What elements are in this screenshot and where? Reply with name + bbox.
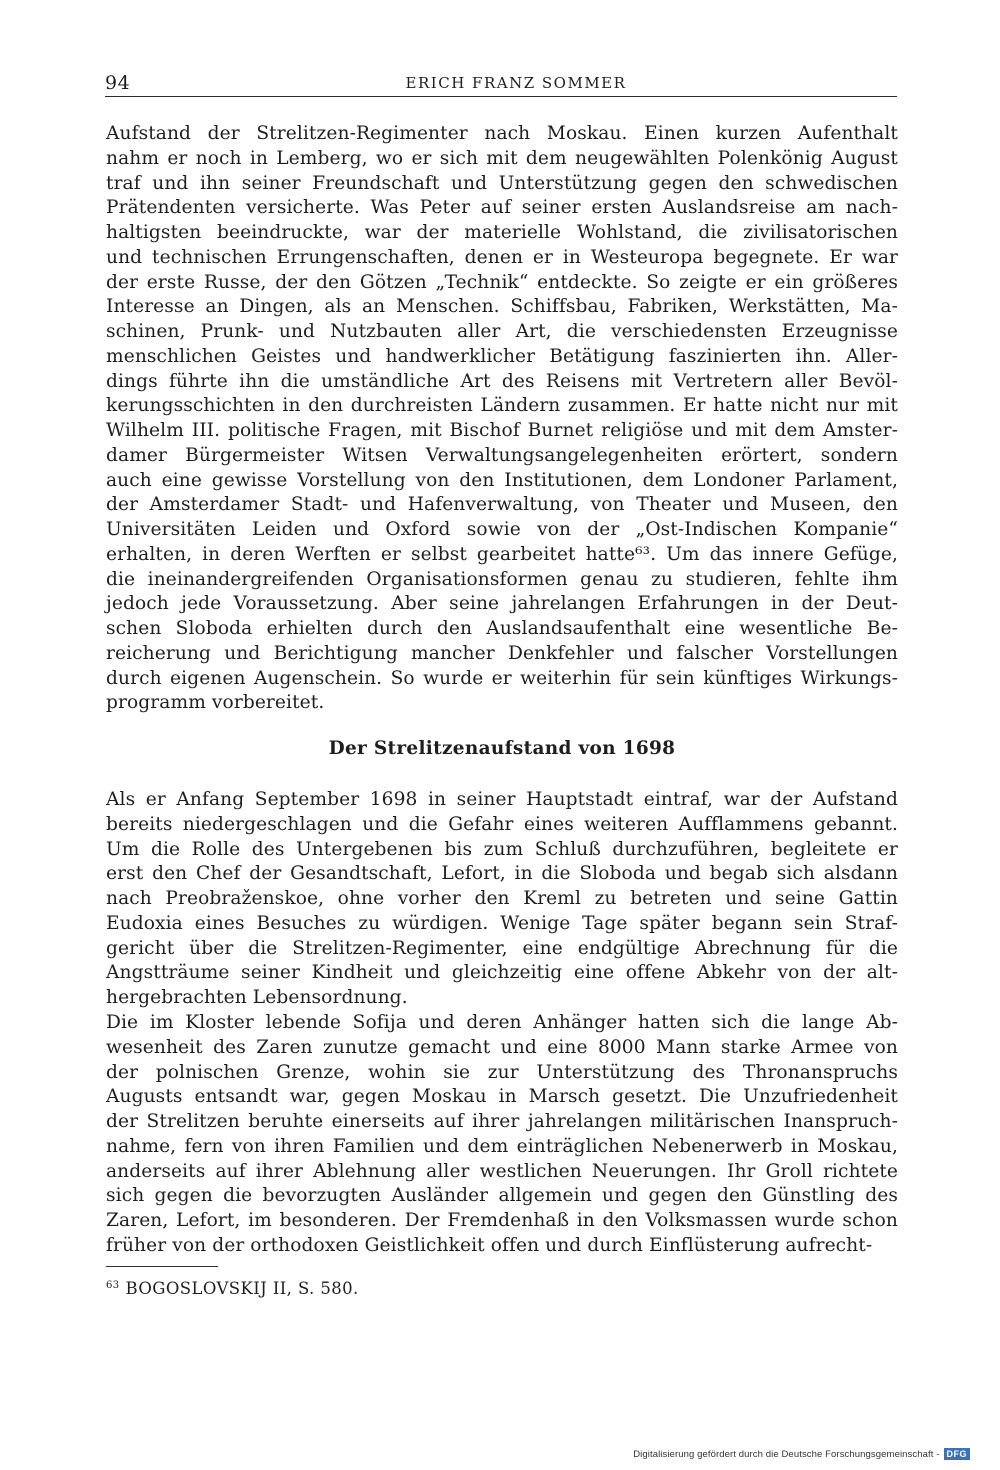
text-line: Wilhelm III. politische Fragen, mit Bischof Burnet religiöse und mit dem Amster-	[106, 420, 898, 441]
section-heading: Der Strelitzenaufstand von 1698	[328, 738, 676, 759]
text-line: jedoch jede Voraussetzung. Aber seine jahrelangen Erfahrungen in der Deut-	[106, 593, 898, 615]
text-line: Zaren, Lefort, im besonderen. Der Fremdenhaß in den Volksmassen wurde schon	[106, 1210, 898, 1231]
text-line: nahm er noch in Lemberg, wo er sich mit dem neugewählten Polenkönig August	[106, 147, 898, 169]
text-line: hergebrachten Lebensordnung.	[106, 987, 408, 1008]
text-line: der erste Russe, der den Götzen „Technik“ entdeckte. So zeigte er ein größeres	[106, 271, 898, 293]
digitization-credit	[633, 1448, 970, 1460]
paragraph-3	[106, 1011, 898, 1259]
text-line: Die im Kloster lebende Sofija und deren Anhänger hatten sich die lange Ab-	[106, 1012, 898, 1033]
footnote-text: BOGOSLOVSKIJ II, S. 580.	[125, 1279, 359, 1298]
text-line: erst den Chef der Gesandtschaft, Lefort, in die Sloboda und begab sich alsdann	[106, 863, 898, 885]
text-line: haltigsten beeindruckte, war der materielle Wohlstand, die zivilisatorischen	[106, 222, 898, 243]
text-line: wesenheit des Zaren zunutze gemacht und eine 8000 Mann starke Armee von	[106, 1036, 898, 1058]
text-line: damer Bürgermeister Witsen Verwaltungsangelegenheiten erörtert, sondern	[106, 444, 898, 466]
paragraph-1	[106, 122, 898, 716]
text-line: Prätendenten versicherte. Was Peter auf seiner ersten Auslandsreise am nach-	[106, 197, 898, 219]
footnote-divider	[106, 1266, 218, 1267]
text-line: durch eigenen Augenschein. So wurde er weiterhin für sein künftiges Wirkungs-	[106, 667, 898, 689]
text-line: und technischen Errungenschaften, denen er in Westeuropa begegnete. Er war	[106, 246, 898, 268]
text-line: bereits niedergeschlagen und die Gefahr eines weiteren Aufflammens gebannt.	[106, 813, 898, 835]
text-line: menschlichen Geistes und handwerklicher Betätigung faszinierten ihn. Aller-	[106, 345, 898, 367]
text-line: anderseits auf ihrer Ablehnung aller westlichen Neuerungen. Ihr Groll richtete	[106, 1160, 898, 1182]
text-line: Als er Anfang September 1698 in seiner Hauptstadt eintraf, war der Aufstand	[106, 789, 898, 810]
running-head-author: ERICH FRANZ SOMMER	[405, 74, 627, 92]
text-line: traf und ihn seiner Freundschaft und Unterstützung gegen den schwedischen	[106, 172, 898, 194]
text-line: Um die Rolle des Untergebenen bis zum Schluß durchzuführen, begleitete er	[106, 838, 898, 860]
text-line: schen Sloboda erhielten durch den Auslandsaufenthalt eine wesentliche Be-	[106, 618, 898, 639]
text-line: Aufstand der Strelitzen-Regimenter nach Moskau. Einen kurzen Aufenthalt	[106, 123, 898, 144]
text-line: kerungsschichten in den durchreisten Ländern zusammen. Er hatte nicht nur mit	[106, 395, 898, 417]
dfg-logo: DFG	[944, 1448, 971, 1460]
text-line: dings führte ihn die umständliche Art des Reisens mit Vertretern aller Bevöl-	[106, 370, 898, 392]
text-line: nach Preobraženskoe, ohne vorher den Kreml zu betreten und seine Gattin	[106, 888, 898, 909]
text-line: die ineinandergreifenden Organisationsformen genau zu studieren, fehlte ihm	[106, 568, 898, 590]
running-header	[105, 68, 897, 97]
text-line: früher von der orthodoxen Geistlichkeit offen und durch Einflüsterung aufrecht-	[106, 1234, 873, 1256]
text-line: Interesse an Dingen, als an Menschen. Schiffsbau, Fabriken, Werkstätten, Ma-	[106, 296, 898, 318]
footnote	[106, 1279, 359, 1298]
digitization-text: Digitalisierung gefördert durch die Deutsche Forschungsgemeinschaft -	[633, 1448, 940, 1460]
paragraph-2	[106, 788, 898, 1011]
text-line: Augusts entsandt war, gegen Moskau in Marsch gesetzt. Die Unzufriedenheit	[106, 1086, 898, 1108]
text-line: reicherung und Berichtigung mancher Denkfehler und falscher Vorstellungen	[106, 642, 898, 664]
text-line: sich gegen die bevorzugten Ausländer allgemein und gegen den Günstling des	[106, 1185, 898, 1207]
text-line: auch eine gewisse Vorstellung von den Institutionen, dem Londoner Parlament,	[106, 469, 898, 491]
text-line: der Amsterdamer Stadt- und Hafenverwaltung, von Theater und Museen, den	[106, 494, 898, 516]
text-line: programm vorbereitet.	[106, 692, 325, 714]
footnote-marker: 63	[106, 1279, 120, 1291]
text-line: Universitäten Leiden und Oxford sowie von der „Ost-Indischen Kompanie“	[106, 519, 898, 540]
text-line: Eudoxia eines Besuches zu würdigen. Wenige Tage später begann sein Straf-	[106, 912, 898, 934]
text-line: der polnischen Grenze, wohin sie zur Unterstützung des Thronanspruchs	[106, 1061, 898, 1083]
text-line: schinen, Prunk- und Nutzbauten aller Art, die verschiedensten Erzeugnisse	[106, 321, 898, 342]
text-line: gericht über die Strelitzen-Regimenter, eine endgültige Abrechnung für die	[106, 937, 898, 959]
text-line: Angstträume seiner Kindheit und gleichzeitig eine offene Abkehr von der alt-	[106, 962, 898, 984]
page-number: 94	[105, 72, 131, 94]
text-line: erhalten, in deren Werften er selbst gearbeitet hatte⁶³. Um das innere Gefüge,	[106, 543, 898, 565]
text-line: der Strelitzen beruhte einerseits auf ihrer jahrelangen militärischen Inanspruch-	[106, 1111, 898, 1132]
text-line: nahme, fern von ihren Familien und dem einträglichen Nebenerwerb in Moskau,	[106, 1135, 898, 1157]
